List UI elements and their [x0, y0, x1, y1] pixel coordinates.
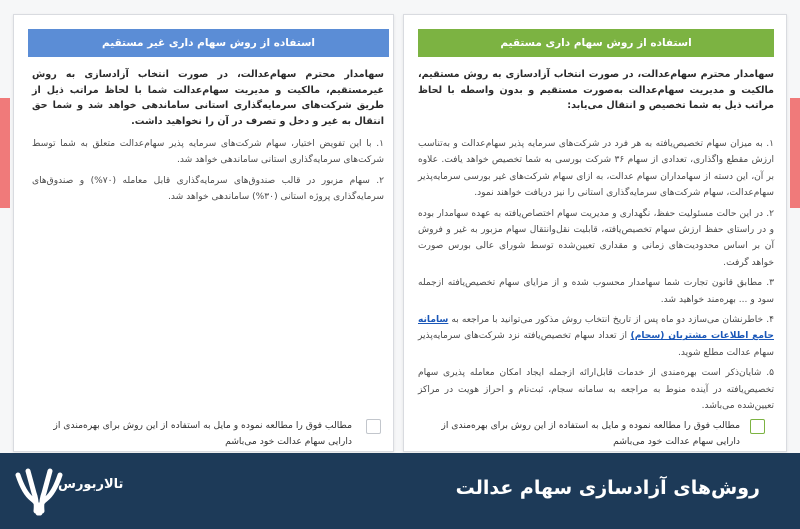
left-accent-bar	[0, 98, 10, 208]
footer-bar	[0, 453, 800, 529]
list-item: ۲. در این حالت مسئولیت حفظ، نگهداری و مدیریت سهام اختصاص‌یافته به عهده سهامدار بوده و در راستای حفظ ارزش سهام تخصیص‌یافته، قابلیت نقل‌وانتقال سهام مزبور به غیر و فروش آن بر اساس محدودیت‌های زمانی و مقداری تعیین‌شده توسط شورای عالی بورس صورت خواهد گرفت.	[418, 208, 774, 268]
sejam-link[interactable]: سامانه جامع اطلاعات مشتریان (سجام)	[418, 315, 774, 342]
direct-card-header: استفاده از روش سهام داری مستقیم	[418, 29, 774, 57]
list-item-sejam	[418, 312, 774, 361]
direct-intro-text: سهامدار محترم سهام‌عدالت، در صورت انتخاب آزادسازی به روش مستقیم، مالکیت و مدیریت سهام‌عدالت به‌صورت مستقیم و بدون واسطه با لحاظ مراتب ذیل به شما تخصیص و انتقال می‌یابد:	[418, 69, 774, 111]
page-title: روش‌های آزادسازی سهام عدالت	[455, 477, 760, 499]
sejam-text-before: ۴. خاطرنشان می‌سازد دو ماه پس از تاریخ انتخاب روش مذکور می‌توانید با مراجعه به	[448, 315, 774, 326]
direct-agree-checkbox[interactable]	[750, 419, 765, 434]
direct-ownership-card	[403, 14, 787, 452]
indirect-card-header: استفاده از روش سهام داری غیر مستقیم	[28, 29, 389, 57]
list-item: ۲. سهام مزبور در قالب صندوق‌های سرمایه‌گذاری قابل معامله (۷۰%) و صندوق‌های سرمایه‌گذاری پروژه استانی (۳۰%) ساماندهی خواهد شد.	[32, 175, 385, 203]
list-item: ۱. به میزان سهام تخصیص‌یافته به هر فرد در شرکت‌های سرمایه پذیر سهام‌عدالت و به‌تناسب ارزش مقطع واگذاری، تعدادی از سهام ۳۶ شرکت بورسی به شما تخصیص خواهد یافت. علاوه بر آن، این دسته از سهامداران سهام عدالت، به ازای سهام شرکت‌های غیر بورسی سرمایه‌پذیر سهام‌عدالت، سهام شرکت‌های سرمایه‌گذاری استانی را نیز دریافت خواهند نمود.	[418, 139, 774, 199]
list-item: ۳. مطابق قانون تجارت شما سهامدار محسوب شده و از مزایای سهام تخصیص‌یافته ازجمله سود و ... بهره‌مند خواهید شد.	[418, 278, 774, 305]
right-accent-bar	[790, 98, 800, 208]
talarbourse-logo-icon	[10, 463, 140, 521]
indirect-agree-checkbox[interactable]	[366, 419, 381, 434]
sejam-text-after: از تعداد سهام تخصیص‌یافته نزد شرکت‌های سرمایه‌پذیر سهام عدالت مطلع شوید.	[418, 331, 774, 358]
direct-agree-label: مطالب فوق را مطالعه نموده و مایل به استفاده از این روش برای بهره‌مندی از دارایی سهام عدالت خود می‌باشم	[441, 420, 740, 447]
indirect-terms-list	[32, 136, 384, 210]
list-item: ۱. با این تفویض اختیار، سهام شرکت‌های سرمایه پذیر سهام‌عدالت متعلق به شما توسط شرکت‌های سرمایه‌گذاری استانی ساماندهی خواهد شد.	[32, 139, 384, 166]
list-item: ۵. شایان‌ذکر است بهره‌مندی از خدمات قابل‌ارائه ازجمله ایجاد امکان معامله پذیری سهام تخصیص‌یافته در آینده منوط به مراجعه به سامانه سجام، ثبت‌نام و احراز هویت در مراکز تعیین‌شده می‌باشد.	[418, 368, 774, 412]
direct-terms-list	[418, 136, 774, 419]
indirect-ownership-card	[13, 14, 394, 452]
indirect-intro-text: سهامدار محترم سهام‌عدالت، در صورت انتخاب آزادسازی به روش غیرمستقیم، مالکیت و مدیریت سهام‌عدالت شما با لحاظ مراتب ذیل از طریق شرکت‌های سرمایه‌گذاری استانی ساماندهی خواهد شد و شما حق انتقال به غیر و دخل و تصرف در آن را نخواهید داشت.	[32, 69, 384, 127]
indirect-agree-label: مطالب فوق را مطالعه نموده و مایل به استفاده از این روش برای بهره‌مندی از دارایی سهام عدالت خود می‌باشم	[53, 420, 352, 447]
logo-wordmark: تالاربورس	[58, 477, 124, 492]
